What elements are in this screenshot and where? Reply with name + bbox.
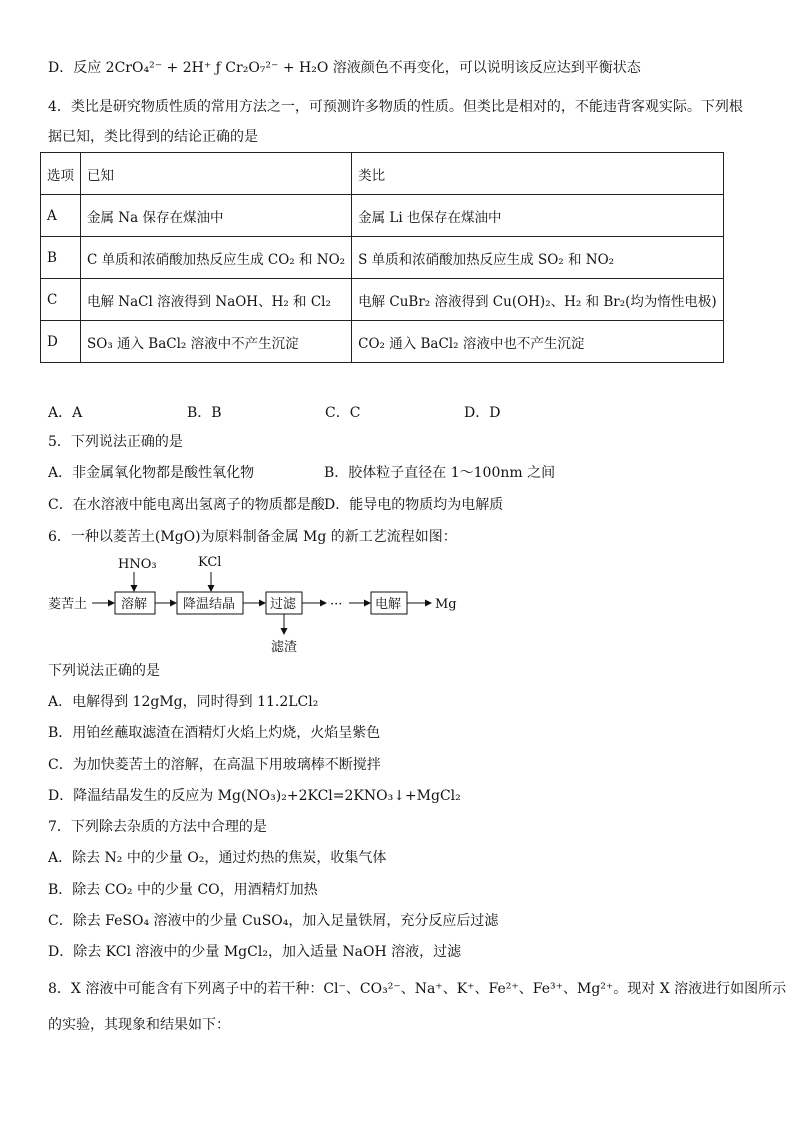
question-6-option-c: C．为加快菱苦土的溶解，在高温下用玻璃棒不断搅拌 <box>48 757 381 773</box>
flow-step-2: 降温结晶 <box>183 597 236 612</box>
question-5-option-d: D．能导电的物质均为电解质 <box>324 497 504 513</box>
table-header-cell: 类比 <box>352 153 724 195</box>
table-row <box>41 321 724 363</box>
question-6-option-b: B．用铂丝蘸取滤渣在酒精灯火焰上灼烧，火焰呈紫色 <box>48 725 381 741</box>
question-7-stem: 7．下列除去杂质的方法中合理的是 <box>48 819 267 835</box>
table-cell: A <box>41 195 81 237</box>
flow-reagent-2: KCl <box>198 555 222 570</box>
question-6-stem: 6．一种以菱苦土(MgO)为原料制备金属 Mg 的新工艺流程如图： <box>48 529 457 545</box>
question-3-option-d: D．反应 2CrO₄²⁻ + 2H⁺ ƒ Cr₂O₇²⁻ + H₂O 溶液颜色不再变化，可以说明该反应达到平衡状态 <box>48 60 641 76</box>
option-a: A．A <box>48 405 83 421</box>
flow-ellipsis: ··· <box>330 597 343 612</box>
table-cell: S 单质和浓硝酸加热反应生成 SO₂ 和 NO₂ <box>352 237 724 279</box>
table-header-row <box>41 153 724 195</box>
question-7-option-c: C．除去 FeSO₄ 溶液中的少量 CuSO₄，加入足量铁屑，充分反应后过滤 <box>48 913 499 929</box>
flow-step-4: 电解 <box>375 597 402 612</box>
option-c: C．C <box>325 405 361 421</box>
question-6-option-d: D．降温结晶发生的反应为 Mg(NO₃)₂+2KCl=2KNO₃↓+MgCl₂ <box>48 788 461 804</box>
table-cell: 电解 NaCl 溶液得到 NaOH、H₂ 和 Cl₂ <box>81 279 352 321</box>
question-7-option-a: A．除去 N₂ 中的少量 O₂，通过灼热的焦炭，收集气体 <box>48 850 387 866</box>
table-row <box>41 195 724 237</box>
question-5-option-a: A．非金属氧化物都是酸性氧化物 <box>48 465 255 481</box>
question-4-stem-line2: 据已知，类比得到的结论正确的是 <box>48 129 258 145</box>
flow-product: Mg <box>435 597 457 612</box>
flow-start-label: 菱苦土 <box>48 597 88 612</box>
question-8-stem-line2: 的实验，其现象和结果如下： <box>48 1017 230 1033</box>
question-4-stem-line1: 4．类比是研究物质性质的常用方法之一，可预测许多物质的性质。但类比是相对的，不能违背客观实际。下列根 <box>48 99 743 115</box>
question-7-option-b: B．除去 CO₂ 中的少量 CO，用酒精灯加热 <box>48 882 318 898</box>
question-6-sub-stem: 下列说法正确的是 <box>48 663 160 679</box>
question-5-option-b: B．胶体粒子直径在 1～100nm 之间 <box>324 465 556 481</box>
process-flow-diagram <box>0 550 794 660</box>
flow-step-1: 溶解 <box>121 597 148 612</box>
table-cell: 金属 Na 保存在煤油中 <box>81 195 352 237</box>
flow-residue: 滤渣 <box>271 640 298 655</box>
table-header-cell: 已知 <box>81 153 352 195</box>
question-5-stem: 5．下列说法正确的是 <box>48 434 183 450</box>
option-d: D．D <box>464 405 501 421</box>
table-cell: B <box>41 237 81 279</box>
question-6-option-a: A．电解得到 12gMg，同时得到 11.2LCl₂ <box>48 694 319 710</box>
table-cell: 电解 CuBr₂ 溶液得到 Cu(OH)₂、H₂ 和 Br₂(均为惰性电极) <box>352 279 724 321</box>
question-8-stem-line1: 8．X 溶液中可能含有下列离子中的若干种：Cl⁻、CO₃²⁻、Na⁺、K⁺、Fe²⁺、Fe³⁺、Mg²⁺。现对 X 溶液进行如图所示 <box>48 981 787 997</box>
question-4-options <box>48 402 608 422</box>
table-header-cell: 选项 <box>41 153 81 195</box>
question-5-option-c: C．在水溶液中能电离出氢离子的物质都是酸 <box>48 497 325 513</box>
flow-step-3: 过滤 <box>270 597 297 612</box>
option-b: B．B <box>187 405 222 421</box>
table-cell: 金属 Li 也保存在煤油中 <box>352 195 724 237</box>
table-cell: D <box>41 321 81 363</box>
table-cell: CO₂ 通入 BaCl₂ 溶液中也不产生沉淀 <box>352 321 724 363</box>
table-row <box>41 237 724 279</box>
table-cell: SO₃ 通入 BaCl₂ 溶液中不产生沉淀 <box>81 321 352 363</box>
table-cell: C <box>41 279 81 321</box>
flow-reagent-1: HNO₃ <box>118 557 157 572</box>
table-cell: C 单质和浓硝酸加热反应生成 CO₂ 和 NO₂ <box>81 237 352 279</box>
analogy-table <box>40 152 724 363</box>
question-7-option-d: D．除去 KCl 溶液中的少量 MgCl₂，加入适量 NaOH 溶液，过滤 <box>48 944 462 960</box>
table-row <box>41 279 724 321</box>
